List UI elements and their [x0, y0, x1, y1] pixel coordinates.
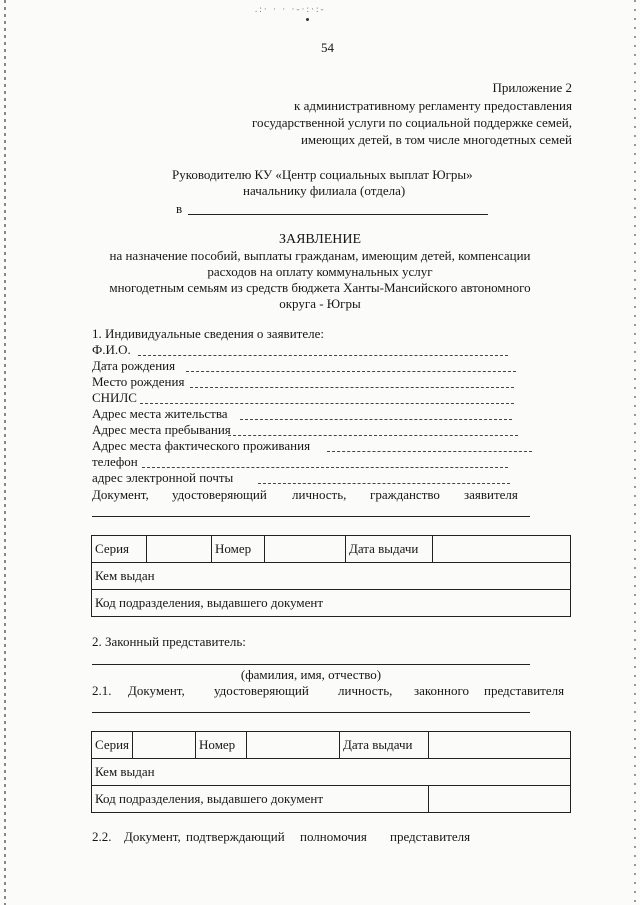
- doc-line-w4: гражданство: [370, 487, 440, 502]
- rep-doc-w6: представителя: [484, 683, 565, 698]
- authority-w5: представителя: [390, 829, 471, 844]
- heading-line-1: на назначение пособий, выплаты гражданам, имеющим детей, компенсации: [109, 248, 531, 263]
- field-line-actual-address[interactable]: [327, 451, 532, 452]
- division-code-value-cell[interactable]: [429, 786, 571, 813]
- field-line-residence[interactable]: [240, 419, 512, 420]
- number-cell[interactable]: [265, 536, 346, 563]
- heading-line-3: многодетным семьям из средств бюджета Ханты-Мансийского автономного: [109, 280, 531, 295]
- field-label-birth-place: Место рождения: [92, 374, 185, 389]
- doc-line-w2: удостоверяющий: [172, 487, 267, 502]
- issue-date-label: Дата выдачи: [340, 732, 429, 759]
- number-label: Номер: [196, 732, 247, 759]
- field-line-phone[interactable]: [142, 467, 508, 468]
- table-row: [92, 786, 571, 813]
- table-row: [92, 536, 571, 563]
- scan-edge-left: [4, 0, 6, 905]
- authority-w2: Документ,: [124, 829, 181, 844]
- field-label-actual-address: Адрес места фактического проживания: [92, 438, 311, 453]
- division-code-cell[interactable]: Код подразделения, выдавшего документ: [92, 590, 571, 617]
- issue-date-label: Дата выдачи: [346, 536, 433, 563]
- series-label: Серия: [92, 732, 133, 759]
- section1-title: 1. Индивидуальные сведения о заявителе:: [92, 326, 324, 341]
- field-line-birth-date[interactable]: [186, 371, 516, 372]
- field-label-email: адрес электронной почты: [92, 470, 234, 485]
- series-cell[interactable]: [147, 536, 212, 563]
- doc-line-w1: Документ,: [92, 487, 149, 502]
- issued-by-cell[interactable]: Кем выдан: [92, 563, 571, 590]
- rep-doc-w4: личность,: [338, 683, 393, 698]
- representative-name-field[interactable]: [92, 664, 530, 665]
- form-title: ЗАЯВЛЕНИЕ: [278, 232, 362, 247]
- addressee-prefix: в: [176, 201, 183, 216]
- table-row: [92, 563, 571, 590]
- field-label-residence: Адрес места жительства: [92, 406, 228, 421]
- field-line-email[interactable]: [258, 483, 510, 484]
- applicant-document-field[interactable]: [92, 516, 530, 517]
- rep-doc-w3: удостоверяющий: [214, 683, 309, 698]
- table-row: [92, 732, 571, 759]
- scan-dot: [306, 18, 309, 21]
- number-label: Номер: [212, 536, 265, 563]
- representative-document-field[interactable]: [92, 712, 530, 713]
- addressee-line-1: Руководителю КУ «Центр социальных выплат Югры»: [172, 167, 473, 182]
- field-line-fio[interactable]: [138, 355, 508, 356]
- field-line-snils[interactable]: [140, 403, 514, 404]
- representative-caption: (фамилия, имя, отчество): [240, 667, 382, 682]
- scan-edge-right: [634, 0, 636, 905]
- series-label: Серия: [92, 536, 147, 563]
- section2-title: 2. Законный представитель:: [92, 634, 246, 649]
- representative-document-table: [91, 731, 571, 813]
- table-row: [92, 590, 571, 617]
- page-number: 54: [321, 40, 334, 55]
- field-line-stay[interactable]: [228, 435, 518, 436]
- appendix-line-1: к административному регламенту предоставления: [294, 98, 572, 113]
- applicant-document-table: [91, 535, 571, 617]
- field-label-phone: телефон: [92, 454, 138, 469]
- field-label-snils: СНИЛС: [92, 390, 137, 405]
- branch-field[interactable]: [188, 214, 488, 215]
- rep-doc-w2: Документ,: [128, 683, 185, 698]
- field-label-stay: Адрес места пребывания: [92, 422, 231, 437]
- appendix-line-2: государственной услуги по социальной поддержке семей,: [251, 115, 572, 130]
- division-code-cell[interactable]: Код подразделения, выдавшего документ: [92, 786, 429, 813]
- series-cell[interactable]: [133, 732, 196, 759]
- addressee-line-2: начальнику филиала (отдела): [243, 183, 406, 198]
- table-row: [92, 759, 571, 786]
- doc-line-w5: заявителя: [464, 487, 518, 502]
- issue-date-cell[interactable]: [429, 732, 571, 759]
- authority-w4: полномочия: [300, 829, 367, 844]
- rep-doc-w5: законного: [414, 683, 469, 698]
- rep-doc-w1: 2.1.: [92, 683, 112, 698]
- heading-line-4: округа - Югры: [279, 296, 361, 311]
- field-line-birth-place[interactable]: [190, 387, 514, 388]
- authority-w1: 2.2.: [92, 829, 112, 844]
- appendix-line-3: имеющих детей, в том числе многодетных семей: [300, 132, 572, 147]
- number-cell[interactable]: [247, 732, 340, 759]
- appendix-title: Приложение 2: [492, 80, 572, 95]
- issue-date-cell[interactable]: [433, 536, 571, 563]
- authority-w3: подтверждающий: [186, 829, 285, 844]
- scan-noise: .:· · · ·-·:·:-: [255, 4, 326, 14]
- field-label-fio: Ф.И.О.: [92, 342, 131, 357]
- issued-by-cell[interactable]: Кем выдан: [92, 759, 571, 786]
- heading-line-2: расходов на оплату коммунальных услуг: [207, 264, 433, 279]
- field-label-birth-date: Дата рождения: [92, 358, 176, 373]
- doc-line-w3: личность,: [292, 487, 347, 502]
